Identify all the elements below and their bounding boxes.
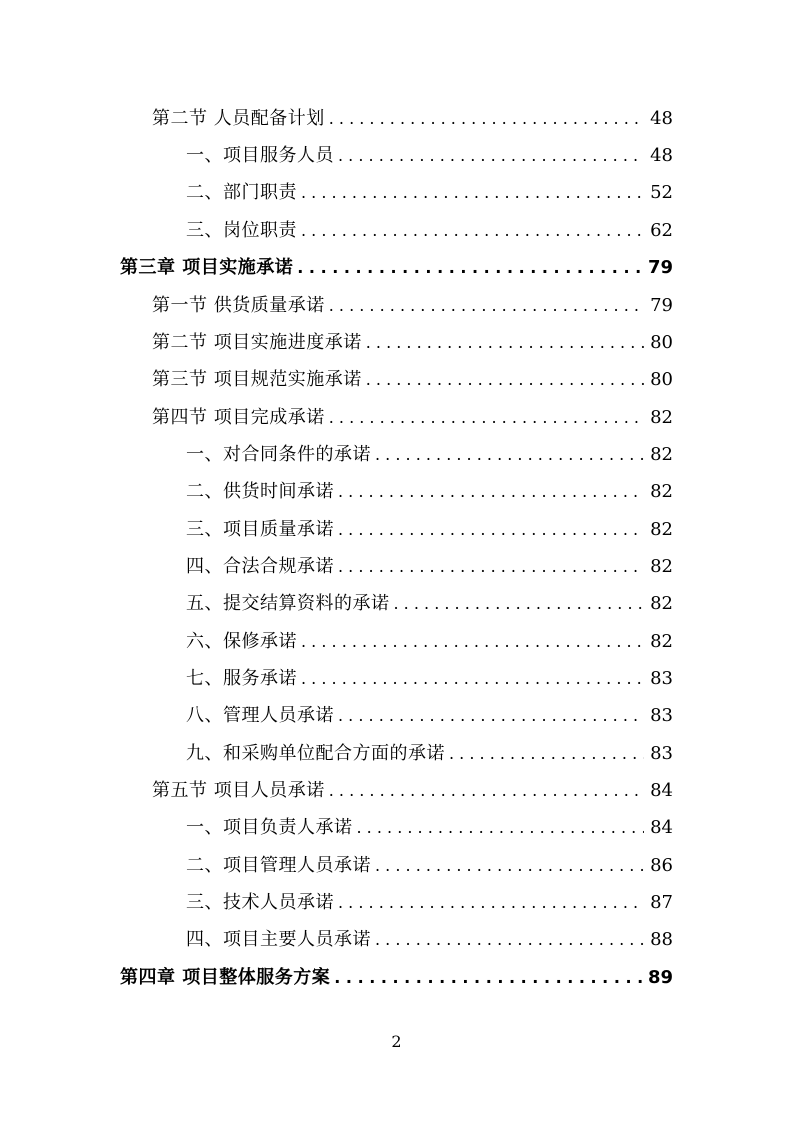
toc-entry-page: 80: [650, 369, 673, 390]
toc-entry-title: 五、提交结算资料的承诺: [186, 593, 390, 614]
toc-entry-page: 83: [650, 668, 673, 689]
toc-entry-title: 八、管理人员承诺: [186, 705, 334, 726]
toc-entry-title: 第四章 项目整体服务方案: [120, 967, 331, 988]
toc-entry[interactable]: [186, 885, 673, 921]
toc-entry-page: 86: [650, 855, 673, 876]
toc-entry[interactable]: [186, 512, 673, 548]
toc-entry-title: 三、项目质量承诺: [186, 519, 334, 540]
toc-entry-page: 82: [650, 444, 673, 465]
toc-entry[interactable]: [186, 549, 673, 585]
toc-entry-page: 79: [647, 257, 673, 278]
toc-entry[interactable]: [186, 213, 673, 249]
toc-entry[interactable]: [186, 624, 673, 660]
toc-dot-leader: [301, 213, 644, 249]
toc-entry-title: 四、合法合规承诺: [186, 556, 334, 577]
toc-dot-leader: [329, 400, 644, 436]
toc-chapter-entry[interactable]: [120, 250, 673, 286]
toc-entry-page: 82: [650, 519, 673, 540]
toc-entry[interactable]: [152, 325, 673, 361]
toc-entry-title: 二、部门职责: [186, 182, 297, 203]
toc-dot-leader: [357, 810, 645, 846]
toc-entry-page: 83: [650, 743, 673, 764]
toc-dot-leader: [338, 474, 644, 510]
toc-entry-page: 80: [650, 332, 673, 353]
toc-entry[interactable]: [186, 138, 673, 174]
toc-entry[interactable]: [186, 922, 673, 958]
toc-dot-leader: [338, 885, 644, 921]
toc-entry[interactable]: [186, 661, 673, 697]
toc-entry-page: 62: [650, 220, 673, 241]
toc-entry-title: 九、和采购单位配合方面的承诺: [186, 743, 445, 764]
toc-dot-leader: [338, 549, 644, 585]
toc-entry-title: 第二节 人员配备计划: [152, 108, 325, 129]
toc-dot-leader: [366, 362, 644, 398]
toc-entry[interactable]: [186, 698, 673, 734]
toc-entry-title: 一、对合同条件的承诺: [186, 444, 371, 465]
toc-entry-page: 79: [650, 295, 673, 316]
toc-entry-page: 48: [650, 108, 673, 129]
toc-dot-leader: [301, 175, 644, 211]
toc-entry[interactable]: [186, 848, 673, 884]
toc-dot-leader: [334, 960, 642, 996]
toc-dot-leader: [338, 698, 644, 734]
toc-entry-title: 第一节 供货质量承诺: [152, 295, 325, 316]
toc-entry-page: 82: [650, 593, 673, 614]
toc-entry-title: 第三章 项目实施承诺: [120, 257, 294, 278]
toc-dot-leader: [338, 138, 644, 174]
toc-entry-title: 三、岗位职责: [186, 220, 297, 241]
toc-entry-title: 第四节 项目完成承诺: [152, 407, 325, 428]
toc-entry[interactable]: [152, 773, 673, 809]
toc-entry[interactable]: [186, 586, 673, 622]
toc-entry-title: 一、项目负责人承诺: [186, 817, 353, 838]
toc-entry-page: 48: [650, 145, 673, 166]
toc-chapter-entry[interactable]: [120, 960, 673, 996]
toc-entry-title: 第五节 项目人员承诺: [152, 780, 325, 801]
toc-dot-leader: [301, 624, 644, 660]
toc-entry-page: 87: [650, 892, 673, 913]
toc-entry[interactable]: [186, 437, 673, 473]
toc-entry-title: 六、保修承诺: [186, 631, 297, 652]
toc-dot-leader: [375, 848, 644, 884]
toc-entry[interactable]: [186, 175, 673, 211]
toc-entry-title: 二、供货时间承诺: [186, 481, 334, 502]
toc-dot-leader: [301, 661, 644, 697]
toc-entry[interactable]: [152, 101, 673, 137]
toc-entry-title: 二、项目管理人员承诺: [186, 855, 371, 876]
toc-dot-leader: [329, 773, 644, 809]
toc-entry-page: 82: [650, 481, 673, 502]
toc-entry-title: 第二节 项目实施进度承诺: [152, 332, 362, 353]
toc-entry[interactable]: [152, 362, 673, 398]
toc-entry-title: 一、项目服务人员: [186, 145, 334, 166]
toc-dot-leader: [329, 101, 644, 137]
toc-entry-page: 82: [650, 556, 673, 577]
toc-entry[interactable]: [152, 288, 673, 324]
toc-entry-page: 52: [650, 182, 673, 203]
toc-entry-page: 82: [650, 631, 673, 652]
toc-entry-title: 七、服务承诺: [186, 668, 297, 689]
toc-dot-leader: [449, 736, 644, 772]
toc-dot-leader: [366, 325, 644, 361]
toc-entry-title: 三、技术人员承诺: [186, 892, 334, 913]
toc-dot-leader: [375, 922, 644, 958]
page-number: 2: [391, 1032, 402, 1051]
toc-entry-title: 第三节 项目规范实施承诺: [152, 369, 362, 390]
toc-entry[interactable]: [186, 736, 673, 772]
toc-dot-leader: [394, 586, 645, 622]
toc-entry[interactable]: [186, 474, 673, 510]
toc-entry-page: 89: [647, 967, 673, 988]
toc-entry-page: 84: [650, 817, 673, 838]
toc-entry-page: 82: [650, 407, 673, 428]
toc-dot-leader: [297, 250, 642, 286]
toc-dot-leader: [375, 437, 644, 473]
toc-dot-leader: [329, 288, 644, 324]
toc-entry-page: 84: [650, 780, 673, 801]
toc-entry-page: 83: [650, 705, 673, 726]
toc-dot-leader: [338, 512, 644, 548]
toc-entry-page: 88: [650, 929, 673, 950]
toc-entry[interactable]: [152, 400, 673, 436]
toc-entry[interactable]: [186, 810, 673, 846]
toc-entry-title: 四、项目主要人员承诺: [186, 929, 371, 950]
